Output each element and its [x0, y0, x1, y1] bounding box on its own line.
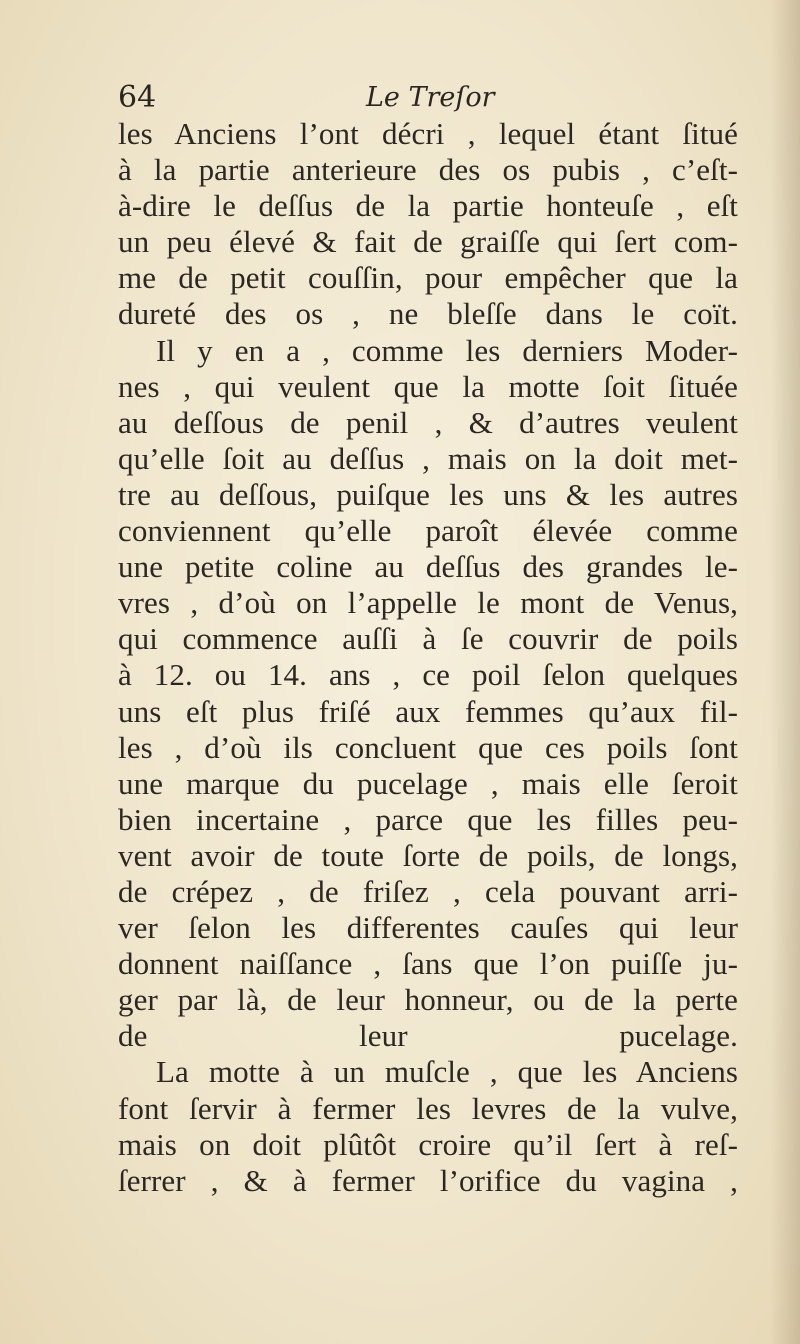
text-line: tre au deſſous, puiſque les uns & les autres — [118, 476, 738, 512]
text-line: mais on doit plûtôt croire qu’il ſert à reſ- — [118, 1126, 738, 1162]
text-line: vres , d’où on l’appelle le mont de Venus, — [118, 585, 738, 621]
text-line: ger par là, de leur honneur, ou de la perte — [118, 982, 738, 1018]
text-line: conviennent qu’elle paroît élevée comme — [118, 513, 738, 549]
running-head: Le Treſor — [366, 82, 495, 113]
text-line: donnent naiſſance , ſans que l’on puiſſe ju- — [118, 946, 738, 982]
text-line: à la partie anterieure des os pubis , c’eſt- — [118, 152, 738, 188]
text-line: les Anciens l’ont décri , lequel étant ſitué — [118, 116, 738, 151]
text-line: au deſſous de penil , & d’autres veulent — [118, 404, 738, 440]
text-line: à 12. ou 14. ans , ce poil ſelon quelques — [118, 657, 738, 693]
text-line: ſerrer , & à fermer l’orifice du vagina , — [118, 1162, 738, 1198]
text-line: font ſervir à fermer les levres de la vulve, — [118, 1090, 738, 1126]
text-line: un peu élevé & fait de graiſſe qui ſert com- — [118, 224, 738, 260]
text-line: une petite coline au deſſus des grandes le- — [118, 549, 738, 585]
text-line: uns eſt plus friſé aux femmes qu’aux fil- — [118, 693, 738, 729]
text-line: Il y en a , comme les derniers Moder- — [156, 332, 738, 368]
text-line: ver ſelon les differentes cauſes qui leur — [118, 910, 738, 946]
text-line: de crépez , de friſez , cela pouvant arri- — [118, 873, 738, 909]
text-line: dureté des os , ne bleſſe dans le coït. — [118, 296, 738, 332]
text-line: qu’elle ſoit au deſſus , mais on la doit met- — [118, 440, 738, 476]
text-line: bien incertaine , parce que les filles peu- — [118, 801, 738, 837]
text-line: de leur pucelage. — [118, 1018, 738, 1054]
text-line: qui commence auſſi à ſe couvrir de poils — [118, 621, 738, 657]
page-number: 64 — [118, 80, 157, 115]
text-line: vent avoir de toute ſorte de poils, de longs, — [118, 837, 738, 873]
text-line: me de petit couſſin, pour empêcher que la — [118, 260, 738, 296]
page-edge-shadow — [770, 0, 800, 1344]
body-text — [118, 116, 738, 1199]
text-line: les , d’où ils concluent que ces poils ſont — [118, 729, 738, 765]
text-line: une marque du pucelage , mais elle ſeroit — [118, 765, 738, 801]
text-line: La motte à un muſcle , que les Anciens — [156, 1054, 738, 1090]
text-line: nes , qui veulent que la motte ſoit ſituée — [118, 368, 738, 404]
text-line: à-dire le deſſus de la partie honteuſe , eſt — [118, 188, 738, 224]
page-header — [118, 80, 738, 120]
